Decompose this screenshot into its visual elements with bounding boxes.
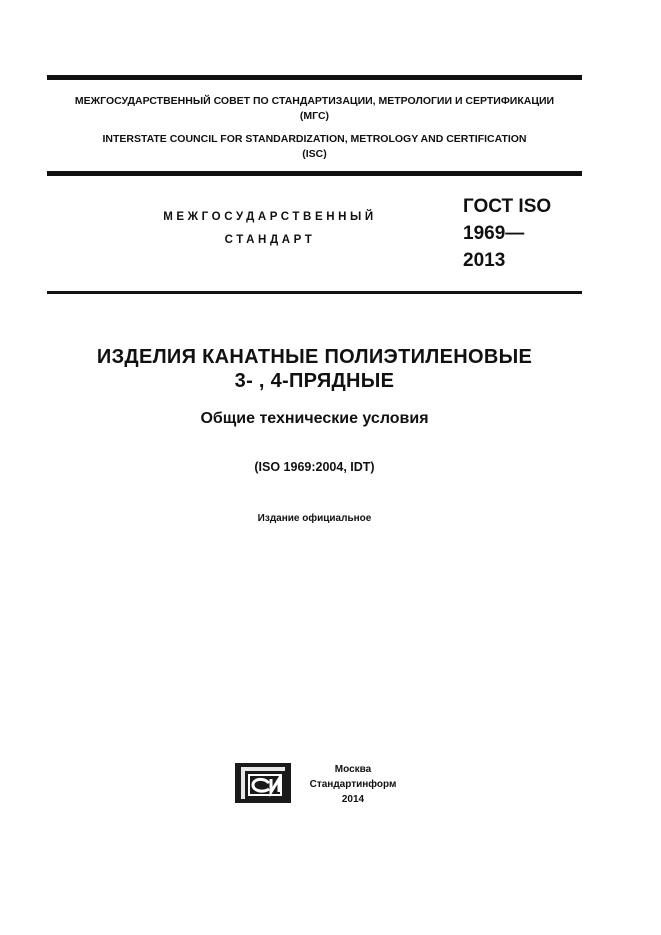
council-header	[47, 94, 582, 162]
publisher-info	[300, 762, 406, 807]
council-ru-abbr: (МГС)	[299, 110, 330, 122]
publisher-name: Стандартинформ	[309, 779, 397, 790]
standard-type-line2: СТАНДАРТ	[224, 234, 316, 246]
top-divider	[47, 75, 582, 80]
council-ru: МЕЖГОСУДАРСТВЕННЫЙ СОВЕТ ПО СТАНДАРТИЗАЦИИ, МЕТРОЛОГИИ И СЕРТИФИКАЦИИ	[74, 95, 555, 107]
standard-number-line3: 2013	[463, 250, 506, 271]
publisher-city: Москва	[334, 764, 372, 775]
standard-number-line2: 1969—	[463, 223, 525, 244]
council-en-abbr: (ISC)	[302, 148, 327, 160]
standard-number	[463, 193, 551, 274]
title-line2: 3- , 4-ПРЯДНЫЕ	[234, 370, 395, 392]
document-title	[47, 345, 582, 393]
standard-type-line1: МЕЖГОСУДАРСТВЕННЫЙ	[163, 211, 377, 223]
header-divider	[47, 171, 582, 176]
document-subtitle: Общие технические условия	[200, 410, 429, 427]
iso-reference: (ISO 1969:2004, IDT)	[254, 460, 375, 474]
publisher-year: 2014	[341, 794, 365, 805]
standard-number-line1: ГОСТ ISO	[463, 196, 552, 217]
standartinform-logo-icon	[235, 763, 291, 803]
standard-divider	[47, 291, 582, 294]
edition-label: Издание официальное	[257, 513, 372, 524]
council-en: INTERSTATE COUNCIL FOR STANDARDIZATION, METROLOGY AND CERTIFICATION	[102, 133, 527, 145]
title-line1: ИЗДЕЛИЯ КАНАТНЫЕ ПОЛИЭТИЛЕНОВЫЕ	[96, 346, 533, 368]
